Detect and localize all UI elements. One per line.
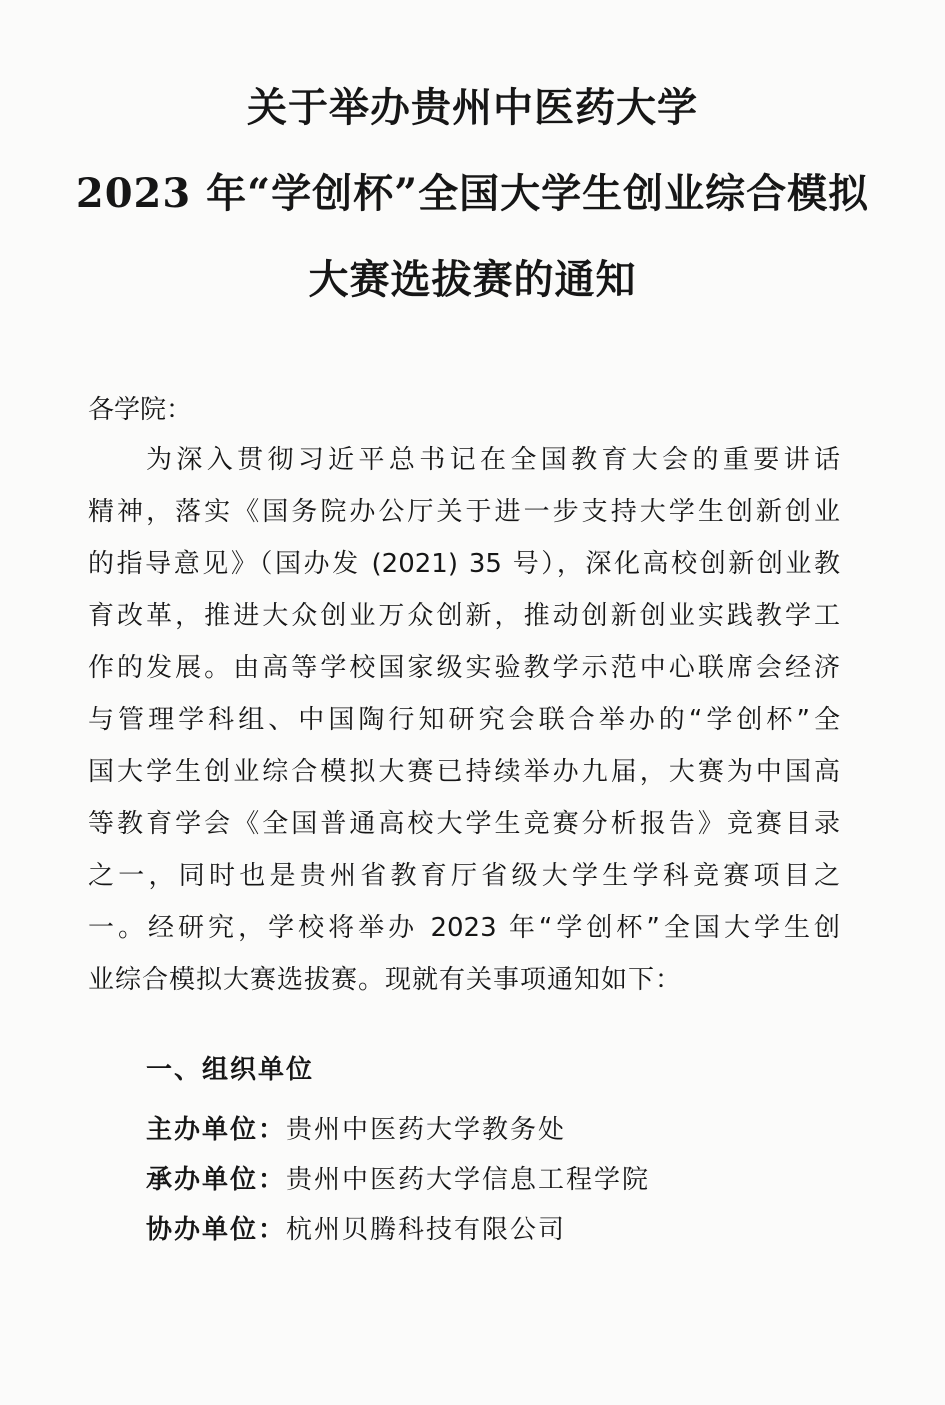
body-line: 等教育学会《全国普通高校大学生竞赛分析报告》竞赛目录 — [88, 809, 840, 839]
organizer-row-host — [146, 1110, 566, 1150]
body-line: 精神，落实《国务院办公厅关于进一步支持大学生创新创业 — [88, 497, 840, 527]
document-title-line-1: 关于举办贵州中医药大学 — [247, 84, 698, 131]
organizer-value: 贵州中医药大学信息工程学院 — [286, 1165, 651, 1195]
organizer-row-undertaker — [146, 1160, 650, 1200]
body-line: 育改革，推进大众创业万众创新，推动创新创业实践教学工 — [88, 601, 840, 631]
organizer-row-co-organizer — [146, 1210, 566, 1250]
body-line: 与管理学科组、中国陶行知研究会联合举办的“学创杯”全 — [88, 705, 840, 735]
organizer-value: 贵州中医药大学教务处 — [286, 1115, 567, 1145]
body-line: 之一，同时也是贵州省教育厅省级大学生学科竞赛项目之 — [88, 861, 840, 891]
organizer-label: 协办单位： — [146, 1215, 287, 1245]
organizer-value: 杭州贝腾科技有限公司 — [286, 1215, 567, 1245]
body-line: 为深入贯彻习近平总书记在全国教育大会的重要讲话 — [146, 445, 840, 475]
salutation: 各学院： — [88, 395, 193, 425]
body-line: 作的发展。由高等学校国家级实验教学示范中心联席会经济 — [88, 653, 840, 683]
organizer-label: 主办单位： — [146, 1115, 287, 1145]
section-heading-organizers: 一、组织单位 — [146, 1055, 315, 1085]
body-line: 业综合模拟大赛选拔赛。现就有关事项通知如下： — [88, 965, 683, 995]
body-line: 一。经研究，学校将举办 2023 年“学创杯”全国大学生创 — [88, 913, 840, 943]
document-title-line-2: 2023 年“学创杯”全国大学生创业综合模拟 — [75, 170, 870, 217]
body-line: 的指导意见》（国办发 (2021) 35 号），深化高校创新创业教 — [88, 549, 840, 579]
organizer-label: 承办单位： — [146, 1165, 287, 1195]
body-line: 国大学生创业综合模拟大赛已持续举办九届，大赛为中国高 — [88, 757, 840, 787]
document-title-line-3: 大赛选拔赛的通知 — [308, 256, 637, 303]
